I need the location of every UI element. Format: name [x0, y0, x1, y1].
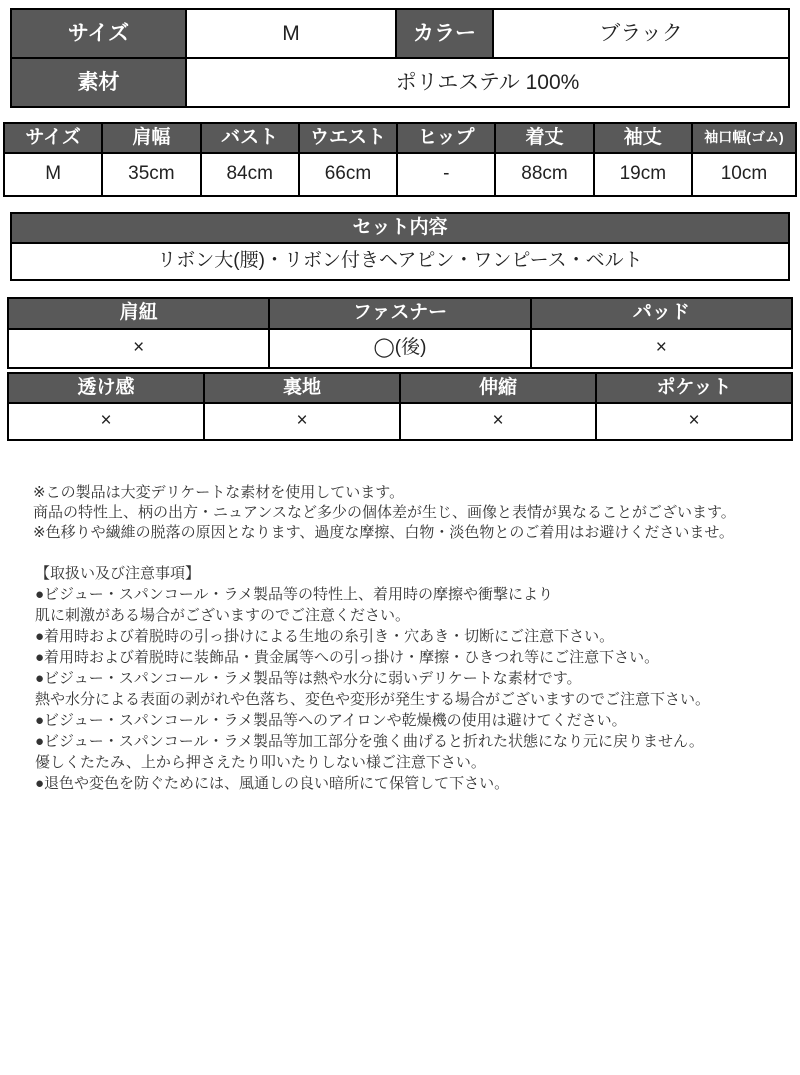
zipper-header: ファスナー — [270, 299, 529, 328]
summary-table — [10, 8, 790, 108]
features-table-1 — [7, 297, 793, 369]
handling-note-line: 肌に刺激がある場合がございますのでご注意ください。 — [35, 607, 411, 624]
material-value: ポリエステル 100% — [187, 59, 788, 106]
measurements-header-cuff: 袖口幅(ゴム) — [693, 124, 795, 152]
measurements-value-cuff: 10cm — [693, 154, 795, 195]
measurements-header-size: サイズ — [5, 124, 101, 152]
stretch-value: × — [401, 404, 595, 439]
measurements-value-shoulder: 35cm — [103, 154, 199, 195]
measurements-value-bust: 84cm — [202, 154, 298, 195]
lining-value: × — [205, 404, 399, 439]
pocket-header: ポケット — [597, 374, 791, 402]
features-table-2 — [7, 372, 793, 441]
measurements-header-hip: ヒップ — [398, 124, 494, 152]
size-value: M — [187, 10, 395, 57]
sheerness-value: × — [9, 404, 203, 439]
strap-header: 肩紐 — [9, 299, 268, 328]
material-header: 素材 — [12, 59, 185, 106]
handling-note-line: ●ビジュー・スパンコール・ラメ製品等は熱や水分に弱いデリケートな素材です。 — [35, 670, 582, 687]
measurements-table — [3, 122, 797, 197]
handling-notes-title: 【取扱い及び注意事項】 — [35, 565, 201, 582]
pad-value: × — [532, 330, 791, 367]
measurements-value-hip: - — [398, 154, 494, 195]
material-note-line: ※この製品は大変デリケートな素材を使用しています。 — [33, 484, 405, 501]
material-note-line: ※色移りや繊維の脱落の原因となります、過度な摩擦、白物・淡色物とのご着用はお避けくださいませ。 — [33, 524, 734, 541]
lining-header: 裏地 — [205, 374, 399, 402]
handling-note-line: ●ビジュー・スパンコール・ラメ製品等の特性上、着用時の摩擦や衝撃により — [35, 586, 554, 603]
material-note-line: 商品の特性上、柄の出方・ニュアンスなど多少の個体差が生じ、画像と表情が異なることがございます。 — [33, 504, 736, 521]
pocket-value: × — [597, 404, 791, 439]
product-spec-sheet — [0, 8, 800, 794]
measurements-header-length: 着丈 — [496, 124, 592, 152]
size-header: サイズ — [12, 10, 185, 57]
color-value: ブラック — [494, 10, 788, 57]
sheerness-header: 透け感 — [9, 374, 203, 402]
measurements-header-sleeve: 袖丈 — [595, 124, 691, 152]
measurements-value-length: 88cm — [496, 154, 592, 195]
measurements-value-size: M — [5, 154, 101, 195]
stretch-header: 伸縮 — [401, 374, 595, 402]
color-header: カラー — [397, 10, 492, 57]
zipper-value: ◯(後) — [270, 330, 529, 367]
pad-header: パッド — [532, 299, 791, 328]
measurements-header-shoulder: 肩幅 — [103, 124, 199, 152]
material-notes — [33, 483, 790, 543]
set-contents-table — [10, 212, 790, 281]
set-contents-header: セット内容 — [12, 214, 788, 242]
strap-value: × — [9, 330, 268, 367]
handling-note-line: ●退色や変色を防ぐためには、風通しの良い暗所にて保管して下さい。 — [35, 775, 510, 792]
measurements-header-bust: バスト — [202, 124, 298, 152]
handling-note-line: ●ビジュー・スパンコール・ラメ製品等加工部分を強く曲げると折れた状態になり元に戻りません。 — [35, 733, 704, 750]
handling-note-line: ●着用時および着脱時の引っ掛けによる生地の糸引き・穴あき・切断にご注意下さい。 — [35, 628, 615, 645]
handling-note-line: ●着用時および着脱時に装飾品・貴金属等への引っ掛け・摩擦・ひきつれ等にご注意下さい。 — [35, 649, 660, 666]
measurements-header-waist: ウエスト — [300, 124, 396, 152]
measurements-value-sleeve: 19cm — [595, 154, 691, 195]
measurements-value-waist: 66cm — [300, 154, 396, 195]
handling-note-line: 優しくたたみ、上から押さえたり叩いたりしない様ご注意下さい。 — [35, 754, 486, 771]
set-contents-value: リボン大(腰)・リボン付きヘアピン・ワンピース・ベルト — [12, 244, 788, 279]
handling-note-line: ●ビジュー・スパンコール・ラメ製品等へのアイロンや乾燥機の使用は避けてください。 — [35, 712, 627, 729]
handling-notes — [35, 563, 790, 794]
handling-note-line: 熱や水分による表面の剥がれや色落ち、変色や変形が発生する場合がございますのでご注意下さい。 — [35, 691, 711, 708]
